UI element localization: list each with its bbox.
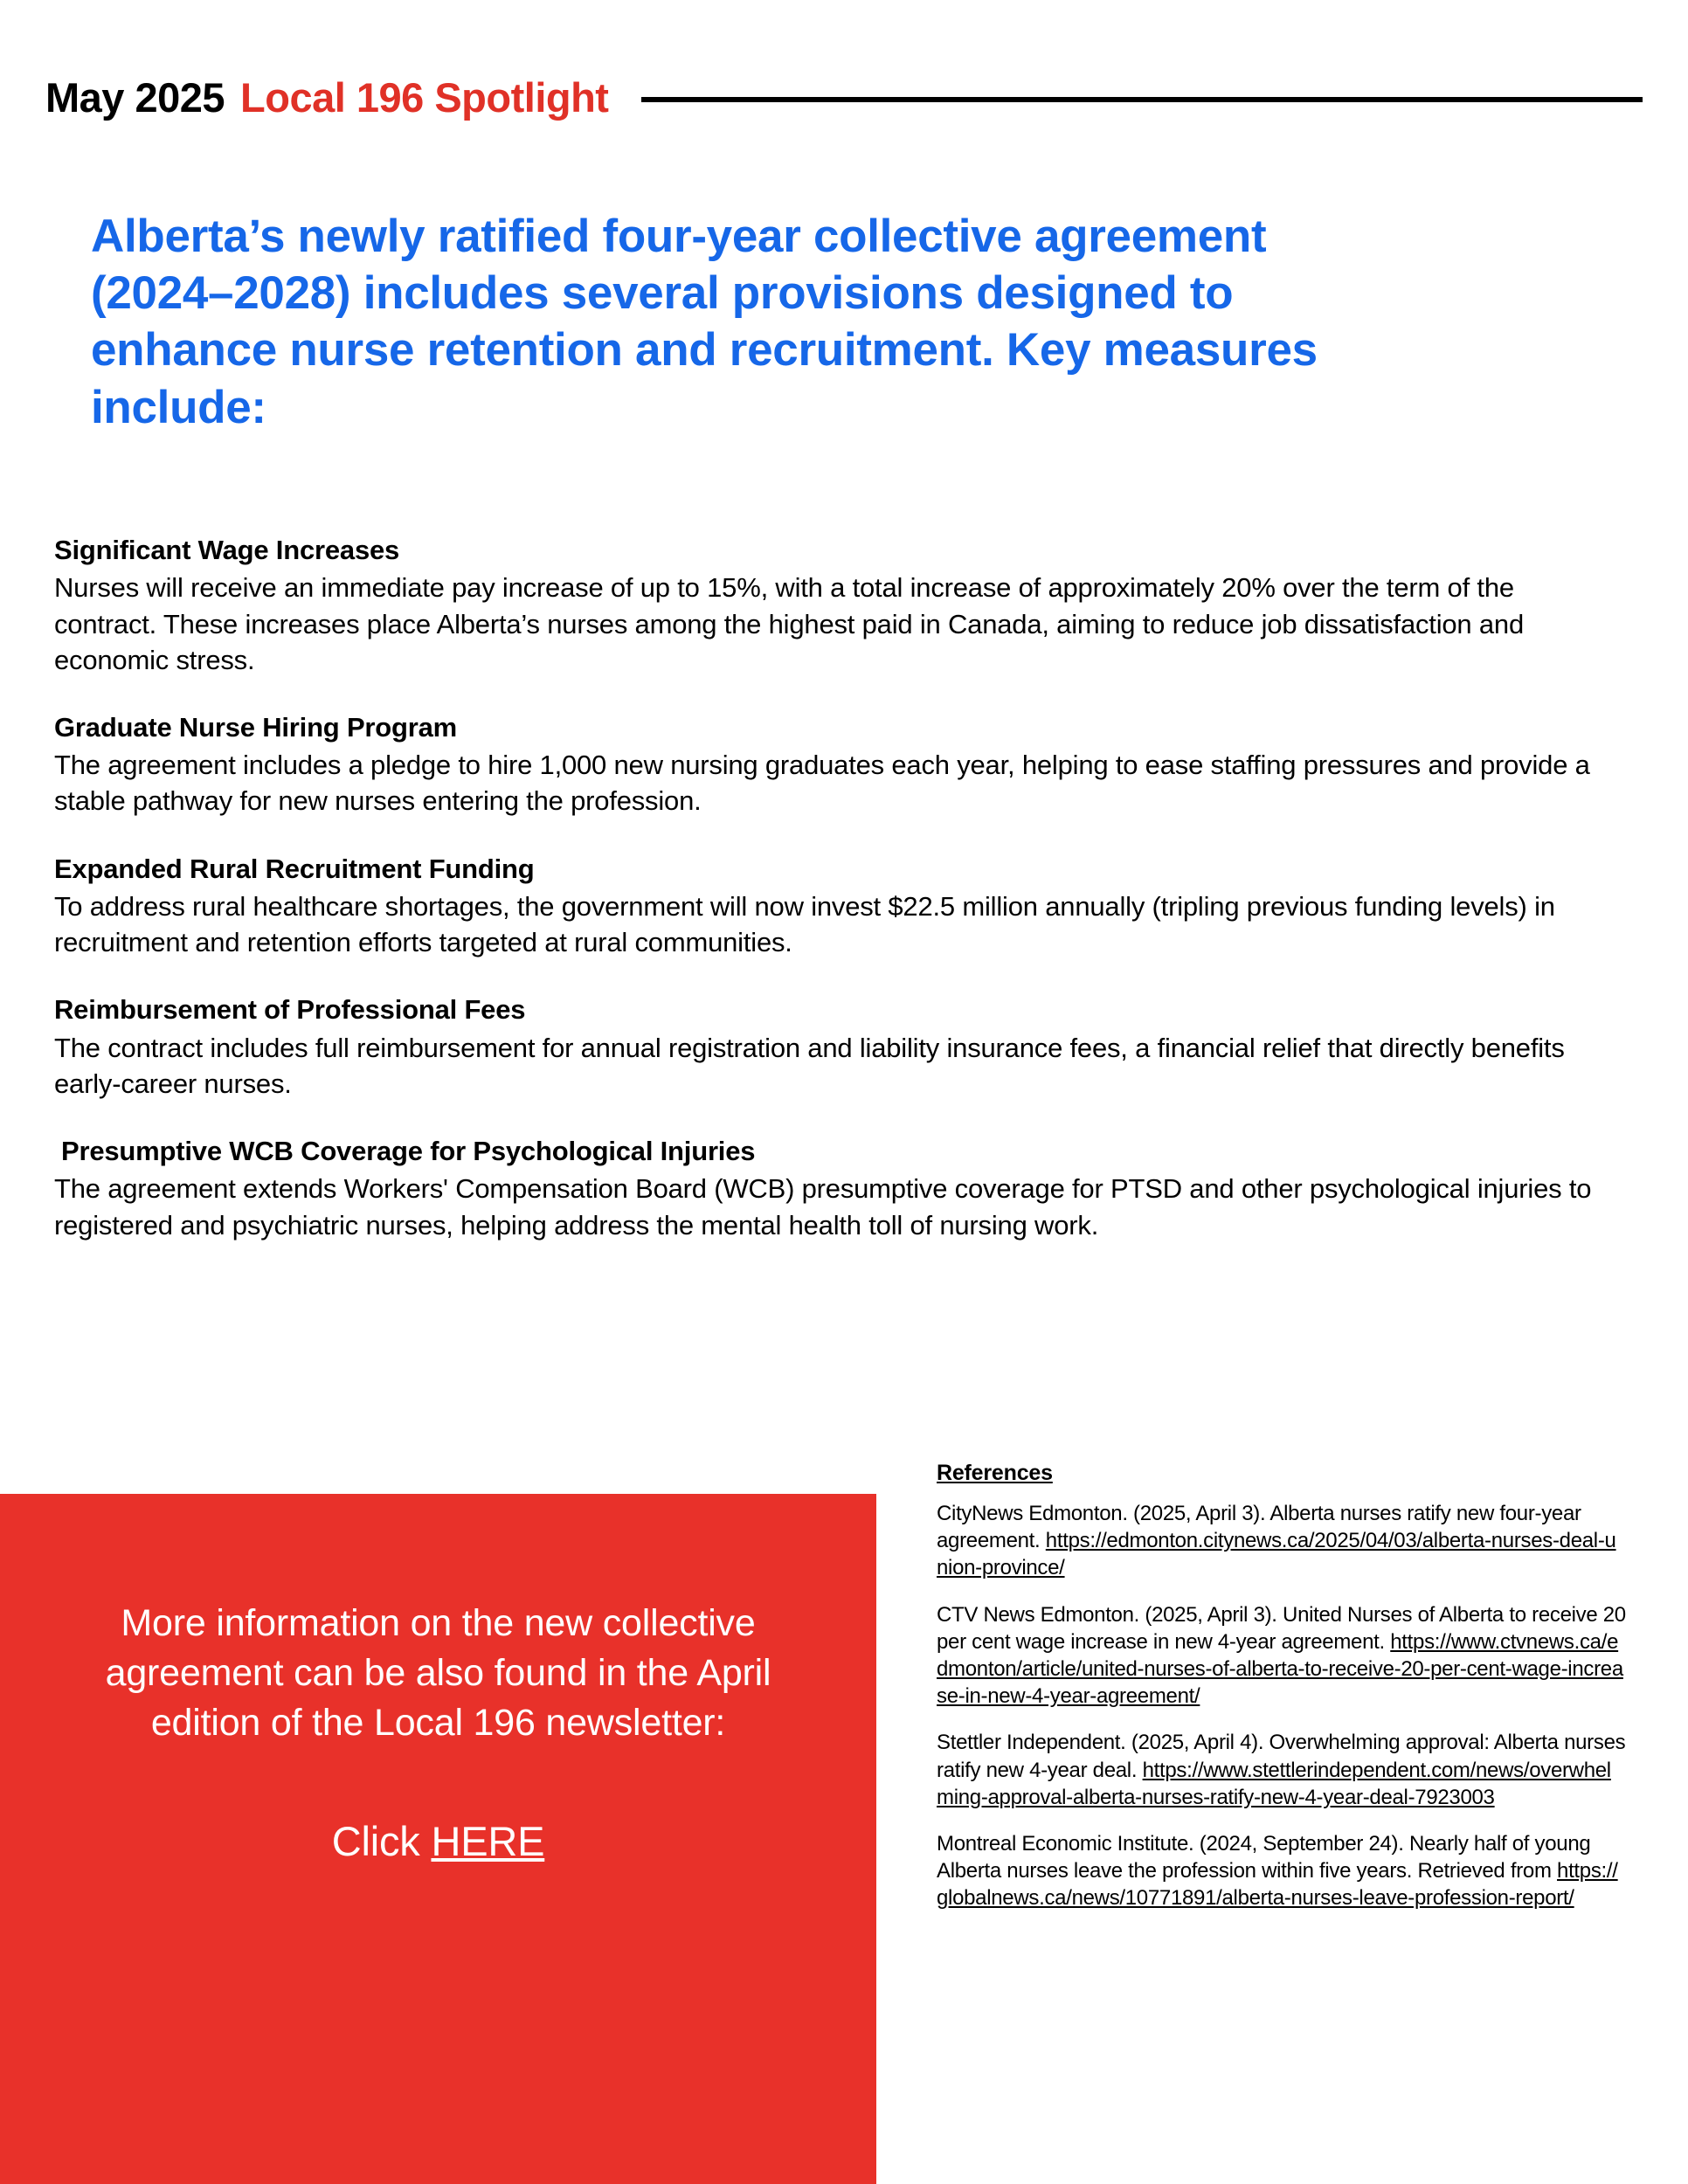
- reference-item: [937, 1729, 1627, 1811]
- callout-text: More information on the new collective agreement can be also found in the April edition of the Local 196 newsletter:: [105, 1602, 771, 1745]
- body-content: [54, 533, 1618, 1275]
- header-divider-rule: [641, 97, 1643, 102]
- newsletter-callout-box: [0, 1494, 876, 2184]
- section-heading: Significant Wage Increases: [54, 535, 400, 565]
- section-body: The contract includes full reimbursement for annual registration and liability insurance fees, a financial relief that directly benefits early-career nurses.: [54, 1032, 1565, 1099]
- reference-item: [937, 1500, 1627, 1582]
- section-graduate-nurse-hiring-program: [54, 710, 1618, 819]
- section-presumptive-wcb-coverage: [54, 1134, 1618, 1243]
- reference-citation: Montreal Economic Institute. (2024, September 24). Nearly half of young Alberta nurses leave the profession within five years. Retrieved from: [937, 1831, 1591, 1883]
- section-body: To address rural healthcare shortages, the government will now invest $22.5 million annually (tripling previous funding levels) in recruitment and retention efforts targeted at rural communities.: [54, 890, 1555, 958]
- reference-item: [937, 1830, 1627, 1912]
- section-body: The agreement extends Workers' Compensation Board (WCB) presumptive coverage for PTSD and other psychological injuries to registered and psychiatric nurses, helping address the mental health toll of nursing work.: [54, 1173, 1592, 1241]
- references-heading: References: [937, 1461, 1053, 1485]
- callout-click-line: [52, 1817, 824, 1865]
- reference-citation: Stettler Independent. (2025, April 4). Overwhelming approval: Alberta nurses ratify new 4-year deal.: [937, 1731, 1626, 1782]
- header-month: May 2025: [45, 74, 225, 121]
- reference-link[interactable]: https://edmonton.citynews.ca/2025/04/03/alberta-nurses-deal-union-province/: [937, 1529, 1616, 1580]
- page-header: [45, 73, 1643, 121]
- reference-item: [937, 1601, 1627, 1711]
- section-expanded-rural-recruitment-funding: [54, 852, 1618, 961]
- reference-link[interactable]: https://www.stettlerindependent.com/news/overwhelming-approval-alberta-nurses-ratify-new-4-year-deal-7923003: [937, 1758, 1611, 1809]
- page-title: Alberta’s newly ratified four-year collective agreement (2024–2028) includes several provisions designed to enhance nurse retention and recruitment. Key measures include:: [91, 211, 1318, 433]
- section-reimbursement-of-professional-fees: [54, 992, 1618, 1102]
- reference-link[interactable]: https://globalnews.ca/news/10771891/alberta-nurses-leave-profession-report/: [937, 1859, 1618, 1911]
- section-heading: Graduate Nurse Hiring Program: [54, 711, 458, 743]
- reference-citation: CityNews Edmonton. (2025, April 3). Alberta nurses ratify new four-year agreement.: [937, 1502, 1581, 1553]
- section-body: Nurses will receive an immediate pay increase of up to 15%, with a total increase of approximately 20% over the term of the contract. These increases place Alberta’s nurses among the highest paid in Canada, aiming to reduce job dissatisfaction and economic stress.: [54, 572, 1525, 675]
- section-heading: Reimbursement of Professional Fees: [54, 994, 526, 1026]
- callout-click-prefix: Click: [331, 1817, 432, 1864]
- reference-link[interactable]: https://www.ctvnews.ca/edmonton/article/united-nurses-of-alberta-to-receive-20-per-cent-wage-increase-in-new-4-year-agreement/: [937, 1629, 1623, 1709]
- section-significant-wage-increases: [54, 533, 1618, 678]
- callout-here-link[interactable]: HERE: [431, 1817, 545, 1864]
- references-section: [937, 1461, 1627, 1931]
- reference-citation: CTV News Edmonton. (2025, April 3). United Nurses of Alberta to receive 20 per cent wage increase in new 4-year agreement.: [937, 1602, 1626, 1654]
- section-heading: Expanded Rural Recruitment Funding: [54, 853, 535, 884]
- header-title: Local 196 Spotlight: [240, 74, 609, 121]
- section-body: The agreement includes a pledge to hire 1,000 new nursing graduates each year, helping to ease staffing pressures and provide a stable pathway for new nurses entering the profession.: [54, 750, 1590, 817]
- section-heading: Presumptive WCB Coverage for Psychological Injuries: [61, 1136, 756, 1167]
